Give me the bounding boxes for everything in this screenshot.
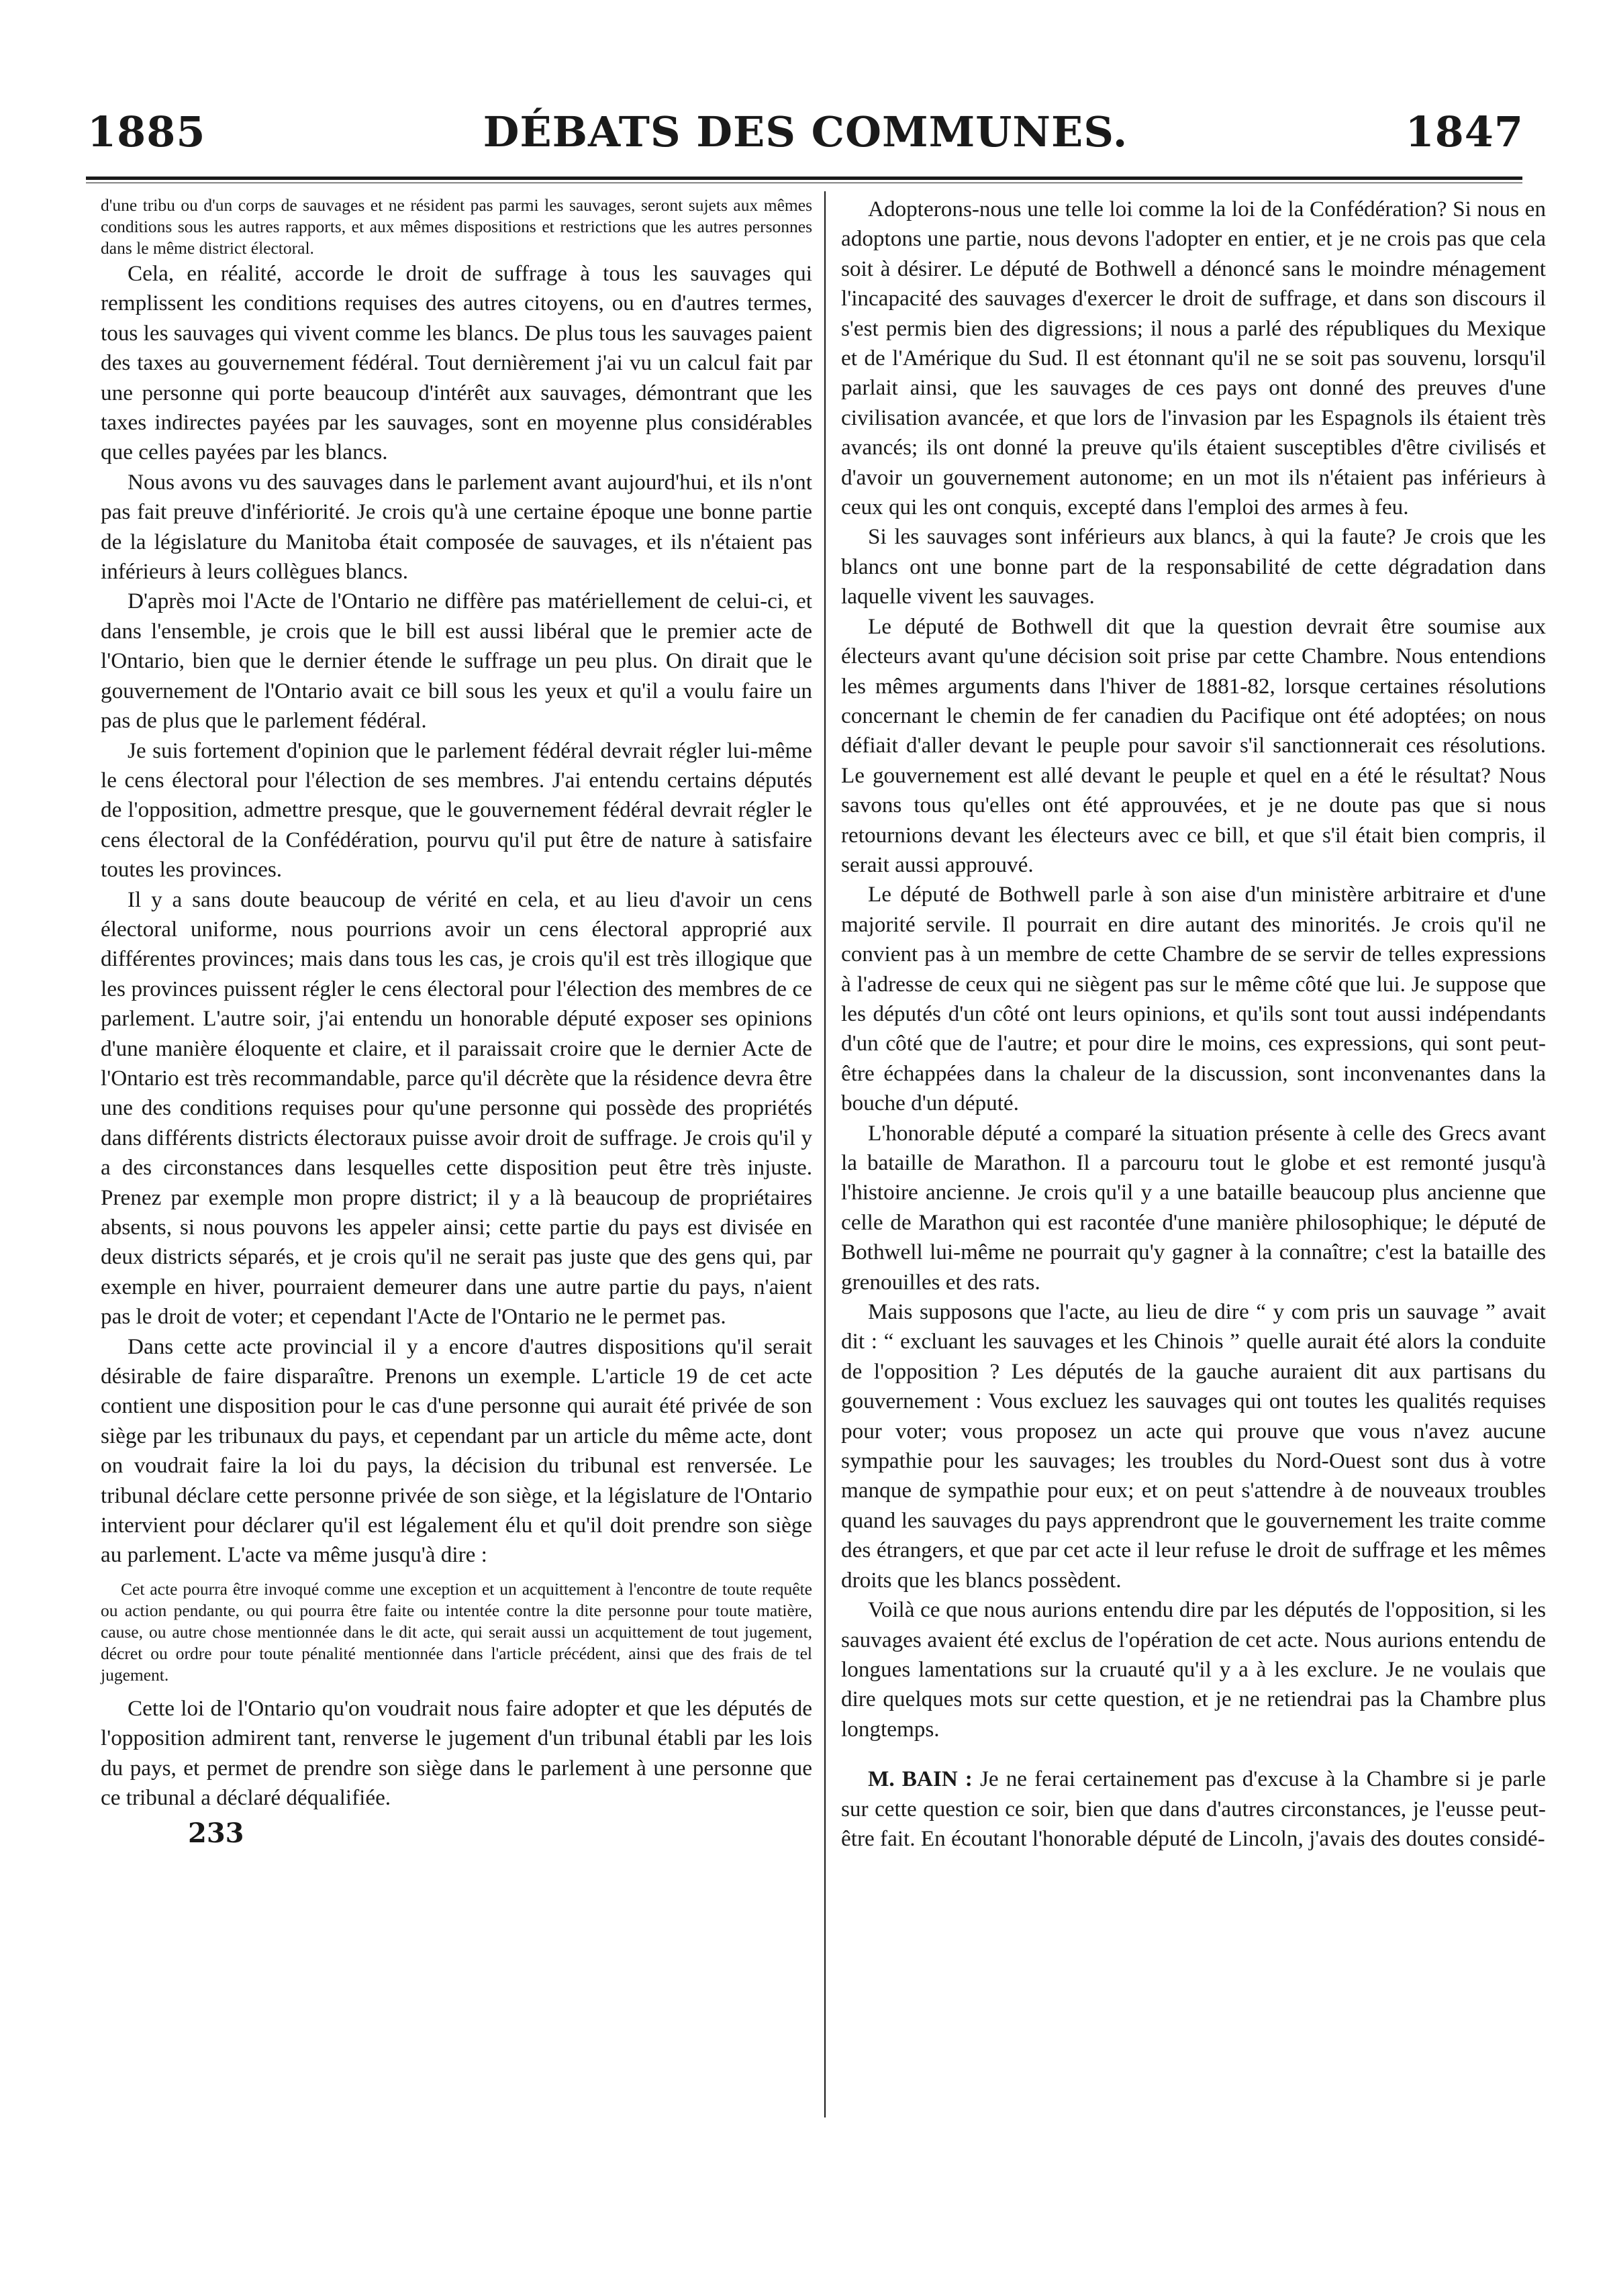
- paragraph: D'après moi l'Acte de l'Ontario ne diffère pas matériellement de celui-ci, et dans l'ensemble, je crois que le bill est aussi libéral que le premier acte de l'Ontario, bien que le dernier étende le suffrage un peu plus. On dirait que le gouvernement de l'Ontario avait ce bill sous les yeux et qu'il a voulu faire un pas de plus que le parlement fédéral.: [101, 589, 812, 734]
- paragraph: Dans cette acte provincial il y a encore d'autres dispositions qu'il serait désirable de faire disparaître. Prenons un exemple. L'article 19 de cet acte contient une disposition pour le cas d'une personne qui aurait été privée de son siège par les tribunaux du pays, et cependant par un article du même acte, dont on voudrait faire la loi du pays, la décision du tribunal est renversée. Le tribunal déclare cette personne privée de son siège, et la législature de l'Ontario intervient pour déclarer qu'il est légalement élu et qu'il doit prendre son siège au parlement. L'acte va même jusqu'à dire :: [101, 1334, 812, 1568]
- paragraph: Il y a sans doute beaucoup de vérité en cela, et au lieu d'avoir un cens électoral uniforme, nous pourrions avoir un cens électoral approprié aux différentes provinces; mais dans tous les cas, je crois qu'il est très illogique que les provinces puissent régler le cens électoral pour l'élection des membres de ce parlement. L'autre soir, j'ai entendu un honorable député exposer ses opinions d'une manière éloquente et claire, et il paraissait croire que le dernier Acte de l'Ontario est très recommandable, parce qu'il décrète que la résidence devra être une des conditions requises pour qu'une personne qui possède des propriétés dans différents districts électoraux puisse avoir droit de suffrage. Je crois qu'il y a des circonstances dans lesquelles cette disposition peut être très injuste. Prenez par exemple mon propre district; il y a là beaucoup de propriétaires absents, si nous pouvons les appeler ainsi; cette partie du pays est divisée en deux districts séparés, et je crois qu'il ne serait pas juste que des gens qui, par exemple en hiver, pourraient demeurer dans une autre partie du pays, n'aient pas le droit de voter; et cependant l'Acte de l'Ontario ne le permet pas.: [101, 887, 812, 1330]
- paragraph: L'honorable député a comparé la situation présente à celle des Grecs avant la bataille de Marathon. Il a parcouru tout le globe et est remonté jusqu'à l'histoire ancienne. Je crois qu'il y a une bataille beaucoup plus ancienne que celle de Marathon qui est racontée d'une manière philosophique; le député de Bothwell lui-même ne pourrait qu'y gagner à la connaître; c'est la bataille des grenouilles et des rats.: [841, 1120, 1546, 1295]
- header-rule: [86, 177, 1522, 180]
- right-column: [841, 195, 1546, 1854]
- paragraph: Cette loi de l'Ontario qu'on voudrait nous faire adopter et que les députés de l'opposition admirent tant, renverse le jugement d'un tribunal établi par les lois du pays, et permet de prendre son siège dans le parlement à une personne que ce tribunal a déclaré déqualifiée.: [101, 1695, 812, 1811]
- paragraph: Nous avons vu des sauvages dans le parlement avant aujourd'hui, et ils n'ont pas fait preuve d'infériorité. Je crois qu'à une certaine époque une bonne partie de la législature du Manitoba était composée de sauvages, et ils n'étaient pas inférieurs à leurs collègues blancs.: [101, 469, 812, 585]
- speech-text: Je ne ferai certainement pas d'excuse à la Chambre si je parle sur cette question ce soir, bien que dans d'autres circonstances, je l'eusse peut-être fait. En écoutant l'honorable député de Lincoln, j'avais des doutes considé-: [841, 1766, 1546, 1851]
- paragraph: Si les sauvages sont inférieurs aux blancs, à qui la faute? Je crois que les blancs ont une bonne part de la responsabilité de cette dégradation dans laquelle vivent les sauvages.: [841, 524, 1546, 609]
- signature-mark: 233: [188, 1817, 244, 1849]
- header-title: DÉBATS DES COMMUNES.: [483, 107, 1128, 156]
- paragraph: Le député de Bothwell dit que la question devrait être soumise aux électeurs avant qu'une décision soit prise par cette Chambre. Nous entendions les mêmes arguments dans l'hiver de 1881-82, lorsque certaines résolutions concernant le chemin de fer canadien du Pacifique ont été adoptées; on nous défiait d'aller devant le peuple pour savoir s'il sanctionnerait ces résolutions. Le gouvernement est allé devant le peuple et quel en a été le résultat? Nous savons tous qu'elles ont été approuvées, et je ne doute pas que si nous retournions devant les électeurs avec ce bill, et que s'il était bien compris, il serait aussi approuvé.: [841, 613, 1546, 877]
- column-divider: [824, 191, 826, 2117]
- header-year: 1885: [87, 107, 206, 156]
- paragraph: Mais supposons que l'acte, au lieu de dire “ y com pris un sauvage ” avait dit : “ excluant les sauvages et les Chinois ” quelle aurait été alors la conduite de l'opposition ? Les députés de la gauche auraient dit aux partisans du gouvernement : Vous excluez les sauvages qui ont toutes les qualités requises pour voter; vous proposez un acte qui prouve que vous n'avez aucune sympathie pour les sauvages; les troubles du Nord-Ouest sont dus à votre manque de sympathie pour eux; et on peut s'attendre à de nouveaux troubles quand les sauvages du pays apprendront que le gouvernement les traite comme des étrangers, et que par cet acte il leur refuse le droit de suffrage et les mêmes droits que les blancs possèdent.: [841, 1299, 1546, 1593]
- quote-block-act: Cet acte pourra être invoqué comme une exception et un acquittement à l'encontre de toute requête ou action pendante, ou qui pourra être faite ou intentée contre la dite personne pour toute matière, cause, ou autre chose mentionnée dans le dit acte, qui serait aussi un acquittement de tout jugement, décret ou ordre pour toute pénalité mentionnée dans l'article précédent, ainsi que des frais de tel jugement.: [101, 1579, 812, 1685]
- speaker-name: M. BAIN :: [868, 1766, 973, 1792]
- header-page-number: 1847: [1405, 107, 1524, 156]
- left-column: [101, 195, 812, 1848]
- paragraph: Le député de Bothwell parle à son aise d'un ministère arbitraire et d'une majorité servile. Il pourrait en dire autant des minorités. Je crois qu'il ne convient pas à un membre de cette Chambre de se servir de telles expressions à l'adresse de ceux qui ne siègent pas sur le même côté que lui. Je suppose que les députés d'un côté ont leurs opinions, et qu'ils sont tout aussi indépendants d'un côté que de l'autre; et pour dire le moins, ces expressions, qui sont peut-être échappées dans la chaleur de la discussion, sont inconvenantes dans la bouche d'un député.: [841, 882, 1546, 1116]
- page-header: [87, 107, 1524, 168]
- paragraph: Adopterons-nous une telle loi comme la loi de la Confédération? Si nous en adoptons une partie, nous devons l'adopter en entier, et je ne crois pas que cela soit à désirer. Le député de Bothwell a dénoncé sans le moindre ménagement l'incapacité des sauvages d'exercer le droit de suffrage, et dans son discours il s'est permis bien des digressions; il nous a parlé des républiques du Mexique et de l'Amérique du Sud. Il est étonnant qu'il ne se soit pas souvenu, lorsqu'il parlait ainsi, que les sauvages de ces pays ont donné des preuves d'une civilisation avancée, et que lors de l'invasion par les Espagnols ils étaient très avancés; ils ont donné la preuve qu'ils étaient susceptibles d'être civilisés et d'avoir un gouvernement autonome; en un mot ils n'étaient pas inférieurs à ceux qui les ont conquis, excepté dans l'emploi des armes à feu.: [841, 197, 1546, 520]
- speech-paragraph: [841, 1764, 1546, 1854]
- paragraph: Voilà ce que nous aurions entendu dire par les députés de l'opposition, si les sauvages avaient été exclus de l'opération de cet acte. Nous aurions entendu de longues lamentations sur la cruauté qu'il y a à les exclure. Je ne voulais que dire quelques mots sur cette question, et je ne retiendrai pas la Chambre plus longtemps.: [841, 1597, 1546, 1742]
- quote-block-top: d'une tribu ou d'un corps de sauvages et ne résident pas parmi les sauvages, seront sujets aux mêmes conditions sous les autres rapports, et aux mêmes dispositions et restrictions que les autres personnes dans le même district électoral.: [101, 195, 812, 258]
- paragraph: Je suis fortement d'opinion que le parlement fédéral devrait régler lui-même le cens électoral pour l'élection de ses membres. J'ai entendu certains députés de l'opposition, admettre presque, que le gouvernement fédéral devrait régler le cens électoral de la Confédération, pourvu qu'il put être de nature à satisfaire toutes les provinces.: [101, 738, 812, 883]
- section-gap: [841, 1744, 1546, 1764]
- paragraph: Cela, en réalité, accorde le droit de suffrage à tous les sauvages qui remplissent les conditions requises des autres citoyens, ou en d'autres termes, tous les sauvages qui vivent comme les blancs. De plus tous les sauvages paient des taxes au gouvernement fédéral. Tout dernièrement j'ai vu un calcul fait par une personne qui porte beaucoup d'intérêt aux sauvages, démontrant que les taxes indirectes payées par les sauvages, sont en moyenne plus considérables que celles payées par les blancs.: [101, 261, 812, 465]
